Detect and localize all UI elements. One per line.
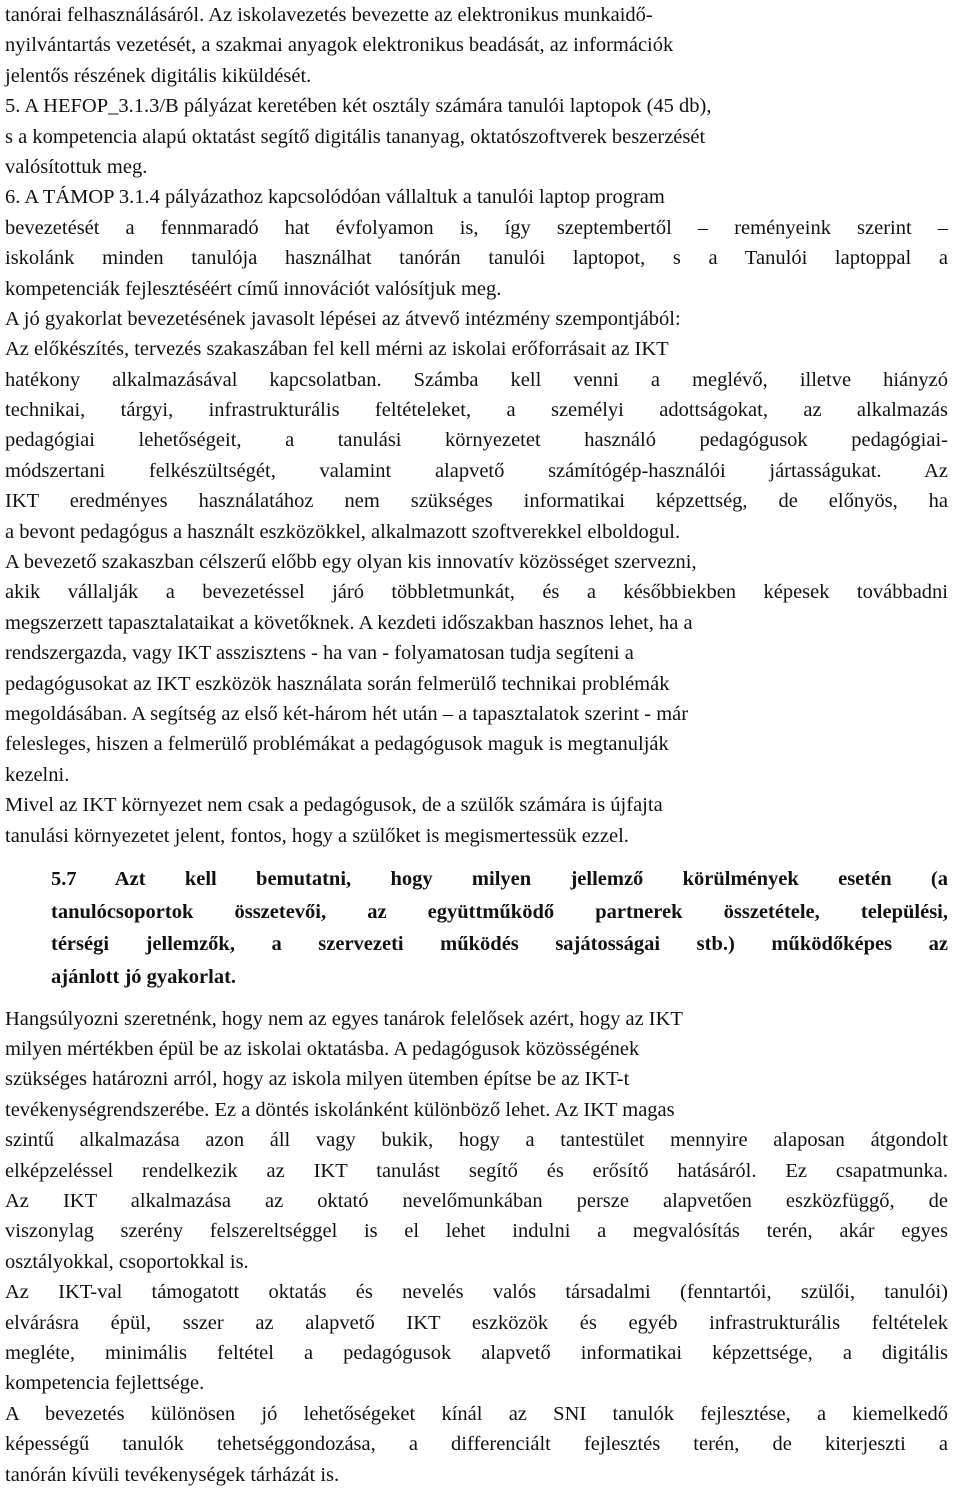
paragraph-p2 [5,91,948,182]
text-line: Az IKT-val támogatott oktatás és nevelés valós társadalmi (fenntartói, szülői, tanulói) [5,1281,948,1304]
paragraph-p6 [5,790,948,851]
text-line: kompetencia fejlettsége. [5,1372,205,1395]
text-line: jelentős részének digitális kiküldését. [5,64,312,87]
text-line: tanórai felhasználásáról. Az iskolavezetés bevezette az elektronikus munkaidő- [5,4,653,26]
text-line: technikai, tárgyi, infrastrukturális feltételeket, a személyi adottságokat, az alkalmazás [5,399,948,422]
section-heading [5,863,948,994]
paragraph-p7 [5,1004,948,1278]
text-line: tanulási környezetet jelent, fontos, hogy a szülőket is megismertessük ezzel. [5,824,629,847]
text-line: Az IKT alkalmazása az oktató nevelőmunkában persze alapvetően eszközfüggő, de [5,1190,948,1213]
paragraph-p9 [5,1399,948,1490]
text-line: kompetenciák fejlesztéséért című innovációt valósítjuk meg. [5,277,502,300]
text-line: tevékenységrendszerébe. Ez a döntés iskolánként különböző lehet. Az IKT magas [5,1098,675,1121]
paragraph-p4 [5,304,948,547]
text-line: nyilvántartás vezetését, a szakmai anyagok elektronikus beadását, az információk [5,34,674,57]
text-line: A bevezetés különösen jó lehetőségeket kínál az SNI tanulók fejlesztése, a kiemelkedő [5,1402,948,1425]
text-line: szintű alkalmazása azon áll vagy bukik, hogy a tantestület mennyire alaposan átgondolt [5,1129,948,1152]
text-line: s a kompetencia alapú oktatást segítő digitális tananyag, oktatószoftverek beszerzését [5,125,706,148]
text-line: hatékony alkalmazásával kapcsolatban. Számba kell venni a meglévő, illetve hiányzó [5,368,948,391]
text-line: IKT eredményes használatához nem szükséges informatikai képzettség, de előnyös, ha [5,490,948,513]
body-text-bottom [5,1004,948,1490]
text-line: milyen mértékben épül be az iskolai oktatásba. A pedagógusok közösségének [5,1038,640,1061]
text-line: rendszergazda, vagy IKT asszisztens - ha van - folyamatosan tudja segíteni a [5,642,634,665]
text-line: pedagógiai lehetőségeit, a tanulási környezetet használó pedagógusok pedagógiai- [5,429,948,452]
text-line: tanulócsoportok összetevői, az együttműködő partnerek összetétele, települési, [51,900,948,923]
text-line: tanórán kívüli tevékenységek tárházát is. [5,1463,340,1486]
text-line: kezelni. [5,763,70,786]
text-line: megszerzett tapasztalataikat a követőknek. A kezdeti időszakban hasznos lehet, ha a [5,611,693,634]
text-line: megoldásában. A segítség az első két-három hét után – a tapasztalatok szerint - már [5,702,689,725]
text-line: A jó gyakorlat bevezetésének javasolt lépései az átvevő intézmény szempontjából: [5,307,681,330]
text-line: térségi jellemzők, a szervezeti működés sajátosságai stb.) működőképes az [51,933,948,956]
paragraph-p5 [5,547,948,790]
text-line: szükséges határozni arról, hogy az iskola milyen ütemben építse be az IKT-t [5,1068,630,1091]
text-line: megléte, minimális feltétel a pedagógusok alapvető informatikai képzettsége, a digitális [5,1341,948,1364]
text-line: bevezetését a fennmaradó hat évfolyamon is, így szeptembertől – reményeink szerint – [5,216,948,239]
text-line: módszertani felkészültségét, valamint alapvető számítógép-használói jártasságukat. Az [5,459,948,482]
paragraph-p3 [5,182,948,304]
body-text-top [5,0,948,851]
text-line: Hangsúlyozni szeretnénk, hogy nem az egyes tanárok felelősek azért, hogy az IKT [5,1007,683,1030]
text-line: ajánlott jó gyakorlat. [51,966,237,988]
text-line: Mivel az IKT környezet nem csak a pedagógusok, de a szülők számára is újfajta [5,794,663,817]
text-line: képességű tanulók tehetséggondozása, a differenciált fejlesztés terén, de kiterjeszti a [5,1433,948,1456]
text-line: osztályokkal, csoportokkal is. [5,1250,249,1273]
text-line: elképzeléssel rendelkezik az IKT tanulást segítő és erősítő hatásáról. Ez csapatmunka. [5,1159,948,1182]
text-line: A bevezető szakaszban célszerű előbb egy olyan kis innovatív közösséget szervezni, [5,551,697,574]
paragraph-p8 [5,1277,948,1399]
text-line: akik vállalják a bevezetéssel járó többletmunkát, és a későbbiekben képesek továbbadni [5,581,948,604]
text-line: iskolánk minden tanulója használhat tanórán tanulói laptopot, s a Tanulói laptoppal a [5,247,948,270]
paragraph-p1 [5,0,948,91]
text-line: Az előkészítés, tervezés szakaszában fel kell mérni az iskolai erőforrásait az IKT [5,338,669,361]
text-line: 5. A HEFOP_3.1.3/B pályázat keretében két osztály számára tanulói laptopok (45 db), [5,95,712,118]
text-line: 5.7 Azt kell bemutatni, hogy milyen jellemző körülmények esetén (a [51,867,948,890]
text-line: felesleges, hiszen a felmerülő problémákat a pedagógusok maguk is megtanulják [5,733,669,756]
text-line: viszonylag szerény felszereltséggel is el lehet indulni a megvalósítás terén, akár egyes [5,1220,948,1243]
text-line: 6. A TÁMOP 3.1.4 pályázathoz kapcsolódóan vállaltuk a tanulói laptop program [5,186,665,209]
text-line: valósítottuk meg. [5,155,148,178]
text-line: pedagógusokat az IKT eszközök használata során felmerülő technikai problémák [5,672,670,695]
text-line: a bevont pedagógus a használt eszközökkel, alkalmazott szoftverekkel elboldogul. [5,520,681,543]
text-line: elvárásra épül, sszer az alapvető IKT eszközök és egyéb infrastrukturális feltételek [5,1311,948,1334]
